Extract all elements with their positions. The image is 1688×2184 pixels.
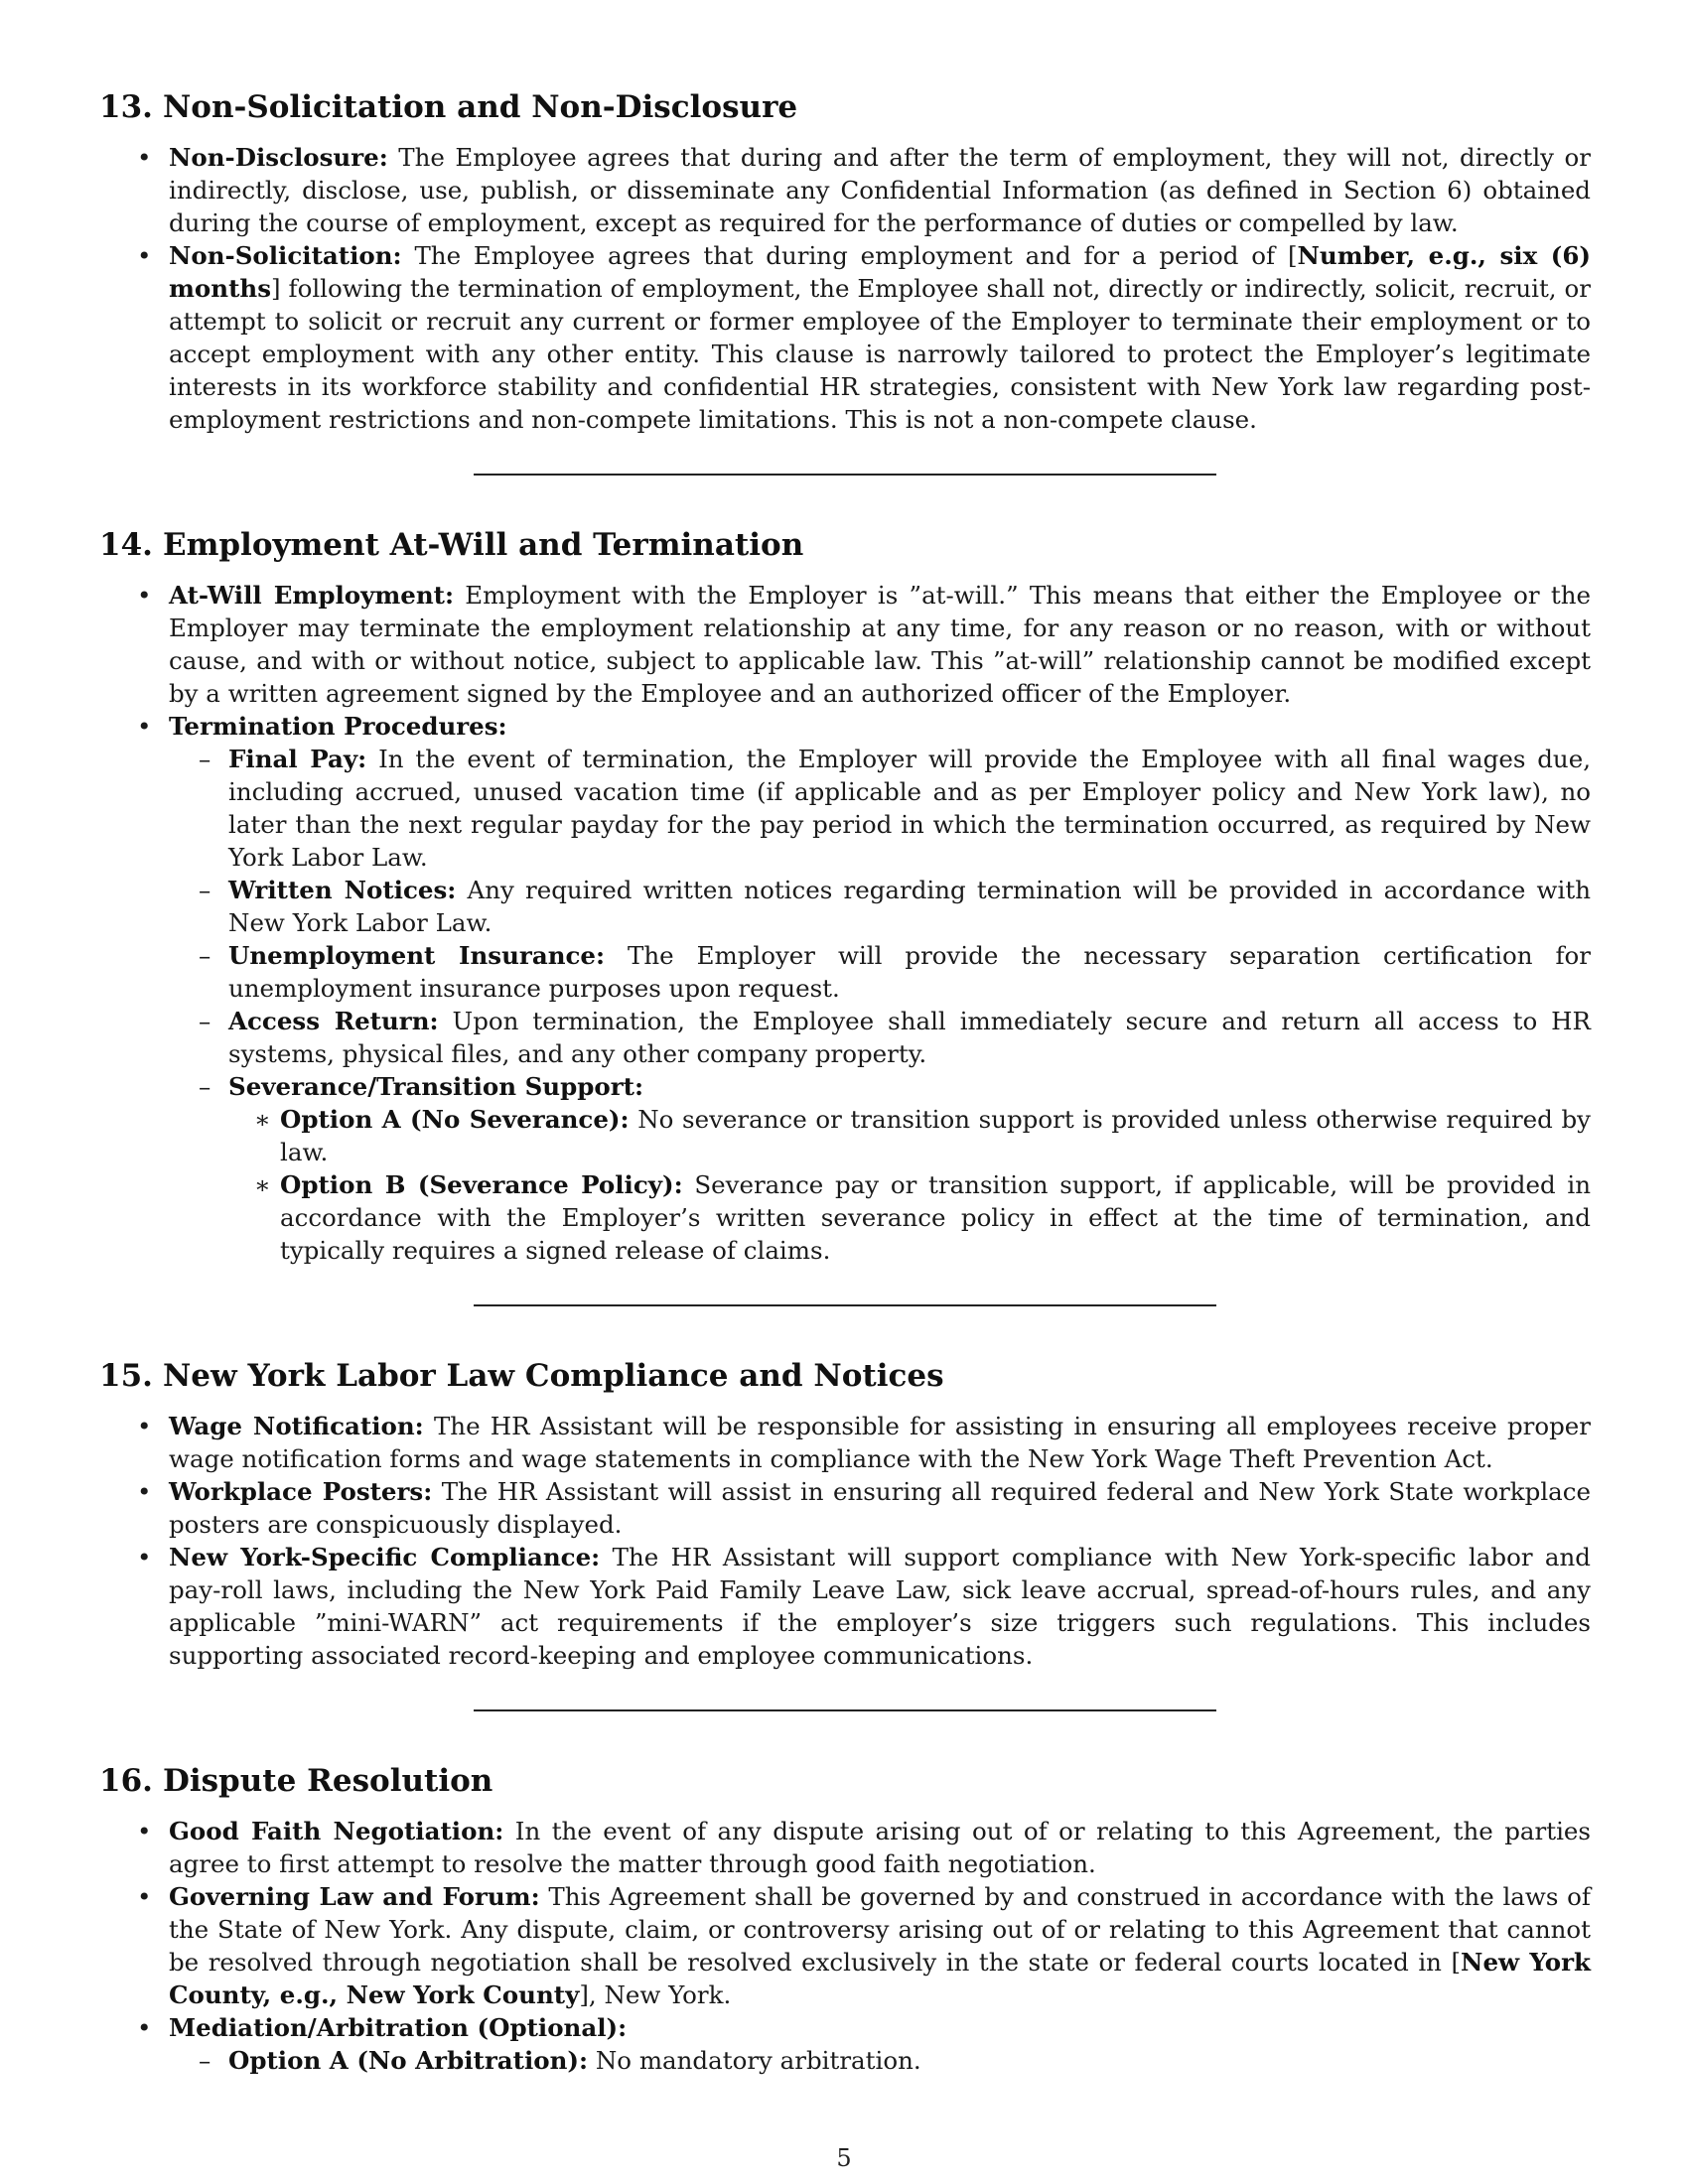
list-item bbox=[99, 579, 1591, 710]
section-title: Employment At-Will and Termination bbox=[162, 527, 804, 563]
list-item bbox=[99, 1475, 1591, 1541]
section-heading bbox=[99, 1356, 1591, 1396]
placeholder-text: Number, e.g., six (6) months bbox=[169, 241, 1592, 303]
item-label: At-Will Employment: bbox=[169, 581, 455, 610]
option-item bbox=[228, 1168, 1591, 1267]
sub-list-item bbox=[169, 1005, 1591, 1070]
section-heading bbox=[99, 1761, 1591, 1801]
item-text: Upon termination, the Employee shall immediately secure and return all access to HR systems, physical files, and any other company property. bbox=[228, 1007, 1591, 1068]
list-item bbox=[99, 1541, 1591, 1672]
section-heading bbox=[99, 87, 1591, 127]
item-label: Non-Disclosure: bbox=[169, 143, 388, 172]
section-number: 16. bbox=[99, 1763, 153, 1799]
sub-list bbox=[169, 2044, 1591, 2077]
list-item bbox=[99, 1880, 1591, 2011]
item-text: In the event of any dispute arising out of or relating to this Agreement, the parties agree to first attempt to resolve the matter through good faith negotiation. bbox=[169, 1817, 1591, 1878]
list-item bbox=[99, 710, 1591, 1267]
item-label: Mediation/Arbitration (Optional): bbox=[169, 2013, 628, 2042]
item-label: Non-Solicitation: bbox=[169, 241, 402, 270]
option-list bbox=[228, 1103, 1591, 1267]
item-label: Final Pay: bbox=[228, 745, 367, 773]
item-text: The HR Assistant will be responsible for assisting in ensuring all employees receive proper wage notification forms and wage statements in compliance with the New York Wage Theft Prevention Act. bbox=[169, 1412, 1591, 1473]
item-text: ], New York. bbox=[579, 1980, 732, 2009]
item-label: Wage Notification: bbox=[169, 1412, 424, 1440]
section-number: 13. bbox=[99, 89, 153, 125]
section-divider bbox=[474, 1709, 1216, 1711]
placeholder-text: New York County, e.g., New York County bbox=[169, 1948, 1591, 2009]
item-label: Option B (Severance Policy): bbox=[280, 1170, 683, 1199]
sub-list-item bbox=[169, 2044, 1591, 2077]
section-number: 15. bbox=[99, 1358, 153, 1394]
section-heading bbox=[99, 525, 1591, 565]
item-label: Option A (No Severance): bbox=[280, 1105, 630, 1134]
item-text: No mandatory arbitration. bbox=[595, 2046, 921, 2075]
item-label: Written Notices: bbox=[228, 876, 457, 904]
section-13 bbox=[99, 87, 1591, 436]
document-page bbox=[99, 87, 1591, 2077]
list-item bbox=[99, 239, 1591, 436]
bullet-list bbox=[99, 1815, 1591, 2077]
item-label: Option A (No Arbitration): bbox=[228, 2046, 589, 2075]
item-text: The Employee agrees that during and after the term of employment, they will not, directly or indirectly, disclose, use, publish, or disseminate any Confidential Information (as defined in Section 6) obtained during the course of employment, except as required for the performance of duties or compelled by law. bbox=[169, 143, 1591, 237]
item-text: Any required written notices regarding termination will be provided in accordance with New York Labor Law. bbox=[228, 876, 1591, 937]
item-text: This Agreement shall be governed by and construed in accordance with the laws of the State of New York. Any dispute, claim, or controversy arising out of or relating to this Agreement that cannot be resolved through negotiation shall be resolved exclusively in the state or federal courts located in [ bbox=[169, 1882, 1591, 1977]
item-text: Employment with the Employer is ”at-will.” This means that either the Employee or the Employer may terminate the employment relationship at any time, for any reason or no reason, with or without cause, and with or without notice, subject to applicable law. This ”at-will” relationship cannot be modified except by a written agreement signed by the Employee and an authorized officer of the Employer. bbox=[169, 581, 1592, 708]
option-item bbox=[228, 1103, 1591, 1168]
item-text: No severance or transition support is provided unless otherwise required by law. bbox=[280, 1105, 1591, 1166]
item-text: The HR Assistant will support compliance with New York-specific labor and pay-roll laws, including the New York Paid Family Leave Law, sick leave accrual, spread-of-hours rules, and any applicable ”mini-WARN” act requirements if the employer’s size triggers such regulations. This includes supporting associated record-keeping and employee communications. bbox=[169, 1543, 1591, 1670]
item-text: In the event of termination, the Employer will provide the Employee with all final wages due, including accrued, unused vacation time (if applicable and as per Employer policy and New York law), no later than the next regular payday for the pay period in which the termination occurred, as required by New York Labor Law. bbox=[228, 745, 1591, 872]
section-15 bbox=[99, 1356, 1591, 1672]
section-title: Non-Solicitation and Non-Disclosure bbox=[162, 89, 798, 125]
bullet-list bbox=[99, 141, 1591, 436]
section-title: New York Labor Law Compliance and Notices bbox=[162, 1358, 944, 1394]
sub-list-item bbox=[169, 1070, 1591, 1267]
item-text: The Employer will provide the necessary separation certification for unemployment insurance purposes upon request. bbox=[228, 941, 1591, 1003]
item-label: Governing Law and Forum: bbox=[169, 1882, 540, 1911]
section-16 bbox=[99, 1761, 1591, 2077]
list-item bbox=[99, 2011, 1591, 2077]
sub-list-item bbox=[169, 743, 1591, 874]
item-text: The HR Assistant will assist in ensuring all required federal and New York State workplace posters are conspicuously displayed. bbox=[169, 1477, 1591, 1539]
section-number: 14. bbox=[99, 527, 153, 563]
item-label: New York-Specific Compliance: bbox=[169, 1543, 601, 1571]
sub-list-item bbox=[169, 874, 1591, 939]
bullet-list bbox=[99, 1410, 1591, 1672]
item-label: Workplace Posters: bbox=[169, 1477, 433, 1506]
section-14 bbox=[99, 525, 1591, 1267]
item-text: Severance pay or transition support, if applicable, will be provided in accordance with the Employer’s written severance policy in effect at the time of termination, and typically requires a signed release of claims. bbox=[280, 1170, 1591, 1265]
page-number: 5 bbox=[836, 2144, 852, 2172]
bullet-list bbox=[99, 579, 1591, 1267]
item-text: The Employee agrees that during employment and for a period of [ bbox=[414, 241, 1298, 270]
item-label: Access Return: bbox=[228, 1007, 439, 1035]
item-label: Severance/Transition Support: bbox=[228, 1072, 643, 1101]
item-label: Good Faith Negotiation: bbox=[169, 1817, 504, 1845]
item-text: ] following the termination of employment, the Employee shall not, directly or indirectly, solicit, recruit, or attempt to solicit or recruit any current or former employee of the Employer to terminate their employment or to accept employment with any other entity. This clause is narrowly tailored to protect the Employer’s legitimate interests in its workforce stability and confidential HR strategies, consistent with New York law regarding post-employment restrictions and non-compete limitations. This is not a non-compete clause. bbox=[169, 274, 1591, 434]
section-divider bbox=[474, 1304, 1216, 1306]
item-label: Unemployment Insurance: bbox=[228, 941, 606, 970]
list-item bbox=[99, 141, 1591, 239]
section-title: Dispute Resolution bbox=[162, 1763, 493, 1799]
item-label: Termination Procedures: bbox=[169, 712, 507, 741]
list-item bbox=[99, 1815, 1591, 1880]
section-divider bbox=[474, 474, 1216, 476]
list-item bbox=[99, 1410, 1591, 1475]
sub-list bbox=[169, 743, 1591, 1267]
sub-list-item bbox=[169, 939, 1591, 1005]
